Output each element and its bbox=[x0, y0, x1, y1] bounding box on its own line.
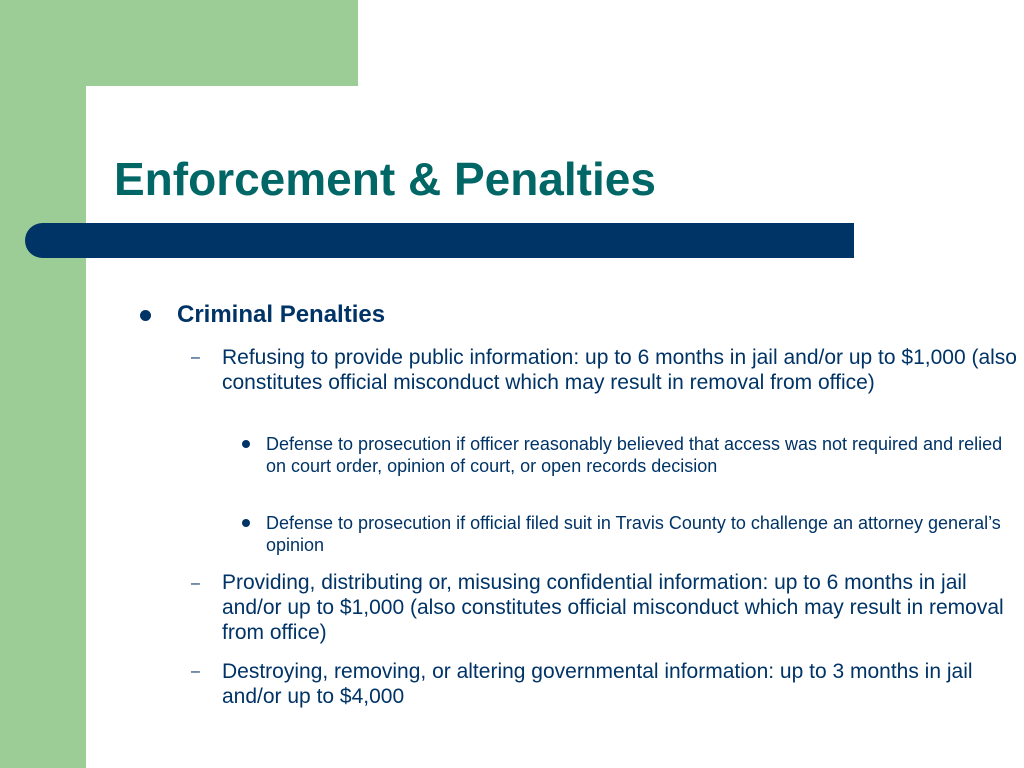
bullet-criminal-penalties: Criminal Penalties bbox=[177, 301, 386, 328]
dash-icon: – bbox=[191, 575, 200, 592]
bullet-dot-icon bbox=[242, 519, 250, 527]
sub-item-destroying: Destroying, removing, or altering governmental information: up to 3 months in jail and/or up to $4,000 bbox=[222, 660, 973, 708]
decorative-green-band-left bbox=[0, 0, 86, 768]
dash-icon: – bbox=[191, 663, 200, 680]
slide-title: Enforcement & Penalties bbox=[114, 153, 656, 205]
sub-item-refusing: Refusing to provide public information: up to 6 months in jail and/or up to $1,000 (also constitutes official misconduct which may result in removal from office) bbox=[222, 346, 1017, 394]
sub-item-confidential: Providing, distributing or, misusing confidential information: up to 6 months in jail and/or up to $1,000 (also constitutes official misconduct which may result in removal from office) bbox=[222, 571, 1004, 644]
bullet-dot-icon bbox=[242, 440, 250, 448]
bullet-dot-icon bbox=[140, 310, 151, 321]
decorative-green-band-top bbox=[0, 0, 358, 86]
dash-icon: – bbox=[191, 349, 200, 366]
sub-sub-item-defense-travis: Defense to prosecution if official filed suit in Travis County to challenge an attorney general’s opinion bbox=[266, 513, 1001, 555]
sub-sub-item-defense-reasonable: Defense to prosecution if officer reasonably believed that access was not required and relied on court order, opinion of court, or open records decision bbox=[266, 434, 1003, 476]
title-underline-bar bbox=[25, 223, 854, 258]
